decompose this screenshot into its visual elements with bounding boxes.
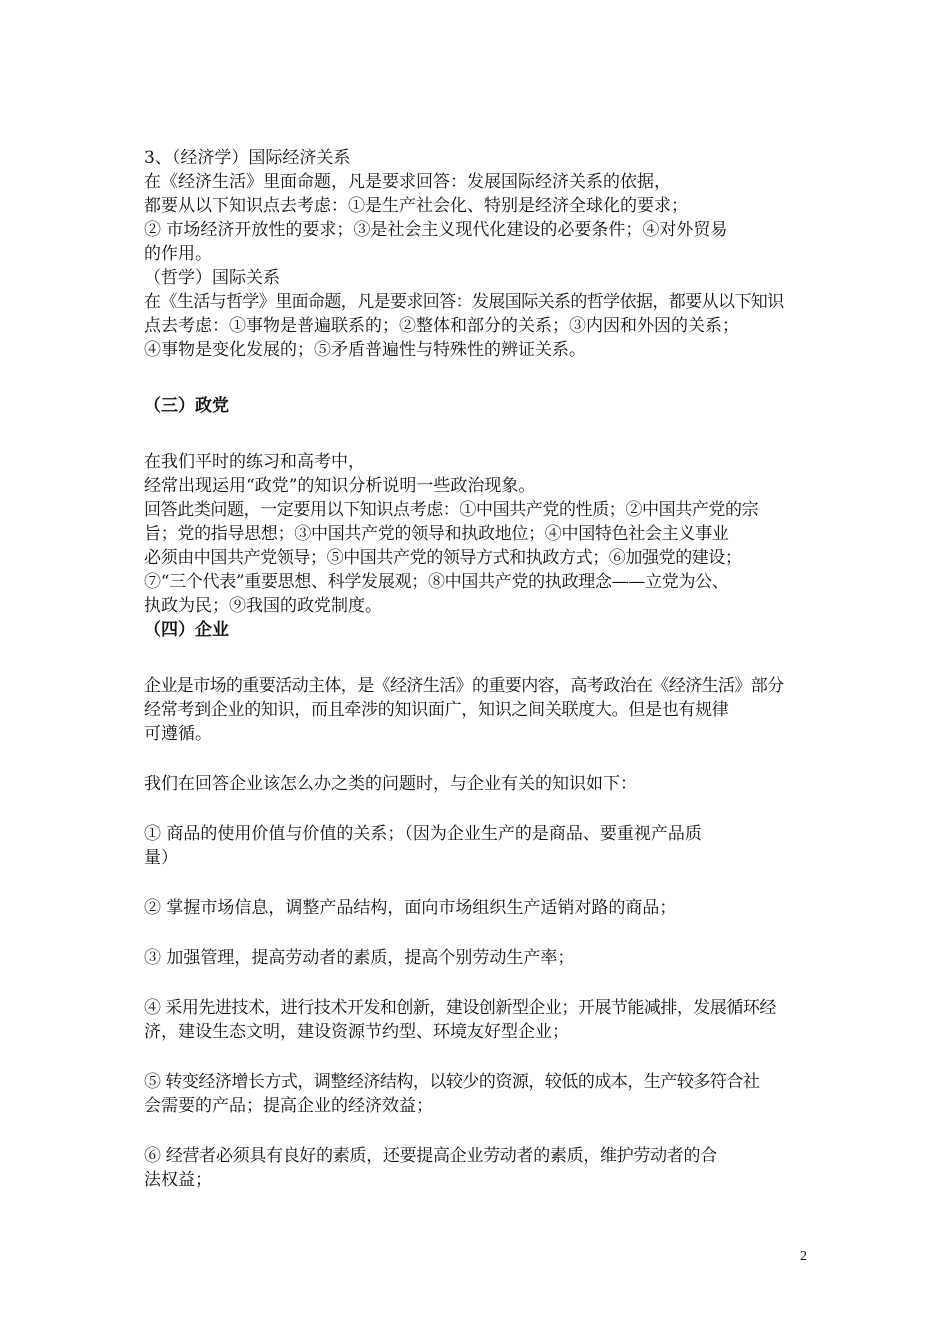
paragraph-line: 在《生活与哲学》里面命题，凡是要求回答：发展国际关系的哲学依据，都要从以下知识	[144, 292, 784, 312]
paragraph-line: 在《经济生活》里面命题，凡是要求回答：发展国际经济关系的依据，	[144, 172, 671, 192]
paragraph-line: 旨；党的指导思想；③中国共产党的领导和执政地位；④中国特色社会主义事业	[144, 524, 729, 544]
paragraph-line: 在我们平时的练习和高考中，	[144, 452, 365, 472]
paragraph-line: ⑦“三个代表”重要思想、科学发展观；⑧中国共产党的执政理念——立党为公、	[144, 572, 729, 592]
list-item-line: 法权益；	[144, 1170, 212, 1190]
paragraph-line: 的作用。	[144, 244, 212, 264]
paragraph-line: 都要从以下知识点去考虑：①是生产社会化、特别是经济全球化的要求；	[144, 196, 688, 216]
page-content	[144, 146, 812, 1192]
paragraph-line: 必须由中国共产党领导；⑤中国共产党的领导方式和执政方式；⑥加强党的建设；	[144, 548, 742, 568]
page-number: 2	[800, 1249, 807, 1264]
list-item-line: ⑤ 转变经济增长方式，调整经济结构，以较少的资源，较低的成本，生产较多符合社	[144, 1072, 760, 1092]
paragraph-line: 经常考到企业的知识，而且牵涉的知识面广，知识之间关联度大。但是也有规律	[144, 700, 729, 720]
heading-enterprise: （四）企业	[144, 620, 229, 640]
list-item-line: 会需要的产品；提高企业的经济效益；	[144, 1096, 433, 1116]
paragraph-line: 可遵循。	[144, 724, 212, 744]
paragraph-line: ② 市场经济开放性的要求；③是社会主义现代化建设的必要条件；④对外贸易	[144, 220, 728, 240]
paragraph-line: 经常出现运用“政党”的知识分析说明一些政治现象。	[144, 476, 536, 496]
list-item-line: ② 掌握市场信息，调整产品结构，面向市场组织生产适销对路的商品；	[144, 898, 677, 918]
paragraph-line: ④事物是变化发展的；⑤矛盾普遍性与特殊性的辨证关系。	[144, 340, 586, 360]
section-title-economics: 3、（经济学）国际经济关系	[144, 148, 351, 168]
paragraph-line: 企业是市场的重要活动主体，是《经济生活》的重要内容，高考政治在《经济生活》部分	[144, 676, 784, 696]
list-item-line: 济，建设生态文明，建设资源节约型、环境友好型企业；	[144, 1022, 569, 1042]
list-item-line: ① 商品的使用价值与价值的关系；（因为企业生产的是商品、要重视产品质	[144, 824, 702, 844]
list-item-line: 量）	[144, 848, 178, 868]
list-item-line: ⑥ 经营者必须具有良好的素质，还要提高企业劳动者的素质，维护劳动者的合	[144, 1146, 717, 1166]
paragraph-line: 回答此类问题，一定要用以下知识点考虑：①中国共产党的性质；②中国共产党的宗	[144, 500, 759, 520]
heading-political-party: （三）政党	[144, 396, 229, 416]
list-item-line: ③ 加强管理，提高劳动者的素质，提高个别劳动生产率；	[144, 948, 575, 968]
paragraph-line: 点去考虑：①事物是普遍联系的；②整体和部分的关系；③内因和外因的关系；	[144, 316, 739, 336]
paragraph-line: 执政为民；⑨我国的政党制度。	[144, 596, 382, 616]
section-title-philosophy: （哲学）国际关系	[144, 268, 280, 288]
lead-line: 我们在回答企业该怎么办之类的问题时，与企业有关的知识如下：	[144, 774, 637, 794]
list-item-line: ④ 采用先进技术，进行技术开发和创新，建设创新型企业；开展节能减排，发展循环经	[144, 998, 776, 1018]
